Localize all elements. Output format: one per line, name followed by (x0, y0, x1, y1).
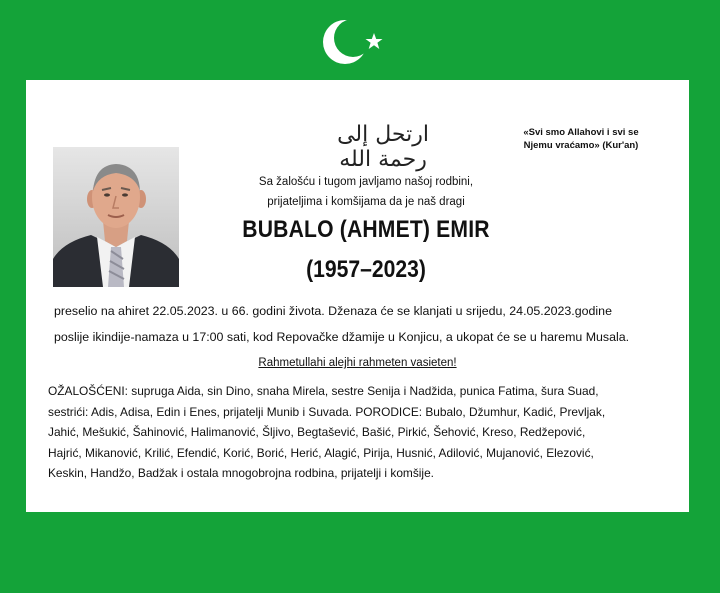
deceased-name: BUBALO (AHMET) EMIR (242, 216, 490, 243)
quran-quote (496, 126, 666, 152)
prayer-text: Rahmetullahi alejhi rahmeten vasieten! (258, 357, 457, 369)
mourners-line-5: Keskin, Handžo, Badžak i ostala mnogobrojna rodbina, prijatelji i komšije. (48, 466, 434, 480)
obituary-card (26, 80, 689, 512)
crescent-and-star-icon (318, 8, 388, 74)
quran-quote-line-2: Njemu vraćamo» (Kur'an) (523, 140, 639, 151)
announcement-line-2: poslije ikindije-namaza u 17:00 sati, kod Repovačke džamije u Konjicu, a ukopat će se u haremu Musala. (54, 330, 630, 344)
intro-line-1: Sa žalošću i tugom javljamo našoj rodbini, (258, 176, 474, 188)
portrait-illustration (53, 147, 179, 287)
funeral-announcement (54, 298, 669, 350)
mourners-line-1: OŽALOŠĆENI: supruga Aida, sin Dino, snaha Mirela, sestre Senija i Nadžida, punica Fatima, šura Suad, (48, 384, 599, 398)
intro-line-2: prijateljima i komšijama da je naš dragi (267, 196, 465, 208)
mourners-list (48, 381, 670, 484)
deceased-years: (1957–2023) (306, 256, 426, 283)
prayer-line (26, 357, 689, 369)
mourners-line-2: sestrići: Adis, Adisa, Edin i Enes, prijatelji Munib i Suvada. PORODICE: Bubalo, Džumhur, Kadić, Prevljak, (48, 404, 606, 419)
quran-quote-line-1: «Svi smo Allahovi i svi se (523, 127, 639, 138)
intro-text (216, 172, 516, 212)
arabic-phrase: ارتحل إلى رحمة الله (337, 122, 429, 172)
portrait-photo (53, 147, 179, 287)
mourners-line-3: Jahić, Mešukić, Šahinović, Halimanović, Šljivo, Begtašević, Bašić, Pirkić, Šehović, Kreso, Redžepović, (48, 425, 586, 439)
announcement-line-1: preselio na ahiret 22.05.2023. u 66. godini života. Dženaza će se klanjati u srijedu, 24.05.2023.godine (54, 304, 612, 318)
mourners-line-4: Hajrić, Mikanović, Krilić, Efendić, Korić, Borić, Herić, Alagić, Pirija, Husnić, Adilović, Mujanović, Elezović, (48, 445, 594, 460)
